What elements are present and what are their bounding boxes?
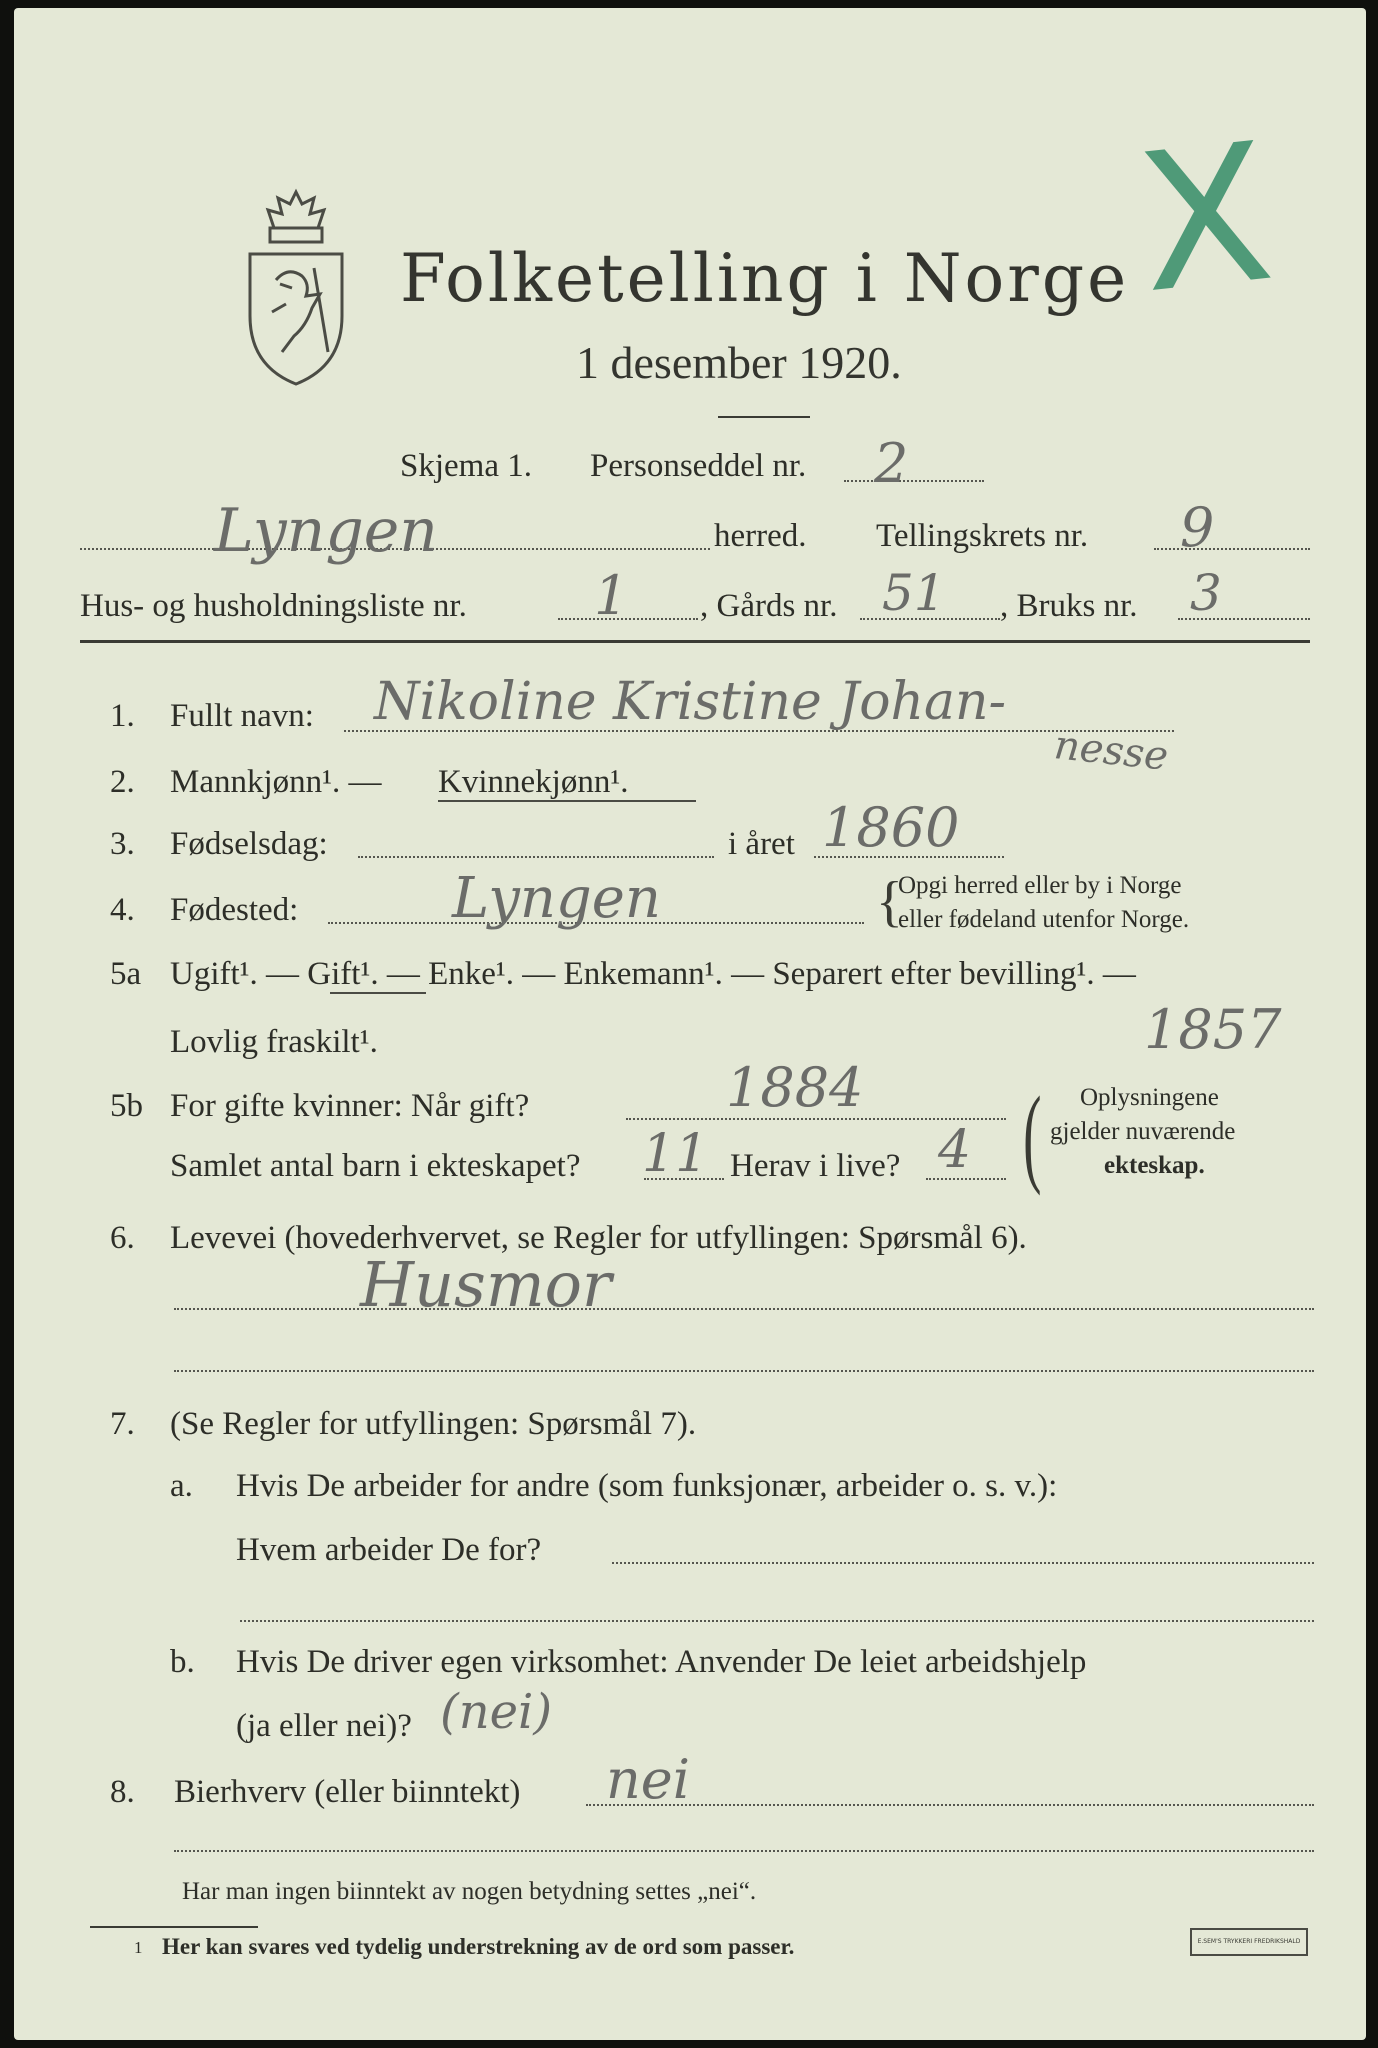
herred-value: Lyngen: [214, 496, 438, 566]
q1-full-name-cont: nesse: [1051, 722, 1171, 780]
q5b-alive-value: 4: [938, 1120, 972, 1180]
q8-number: 8.: [110, 1774, 135, 1810]
q5b-note-2: gjelder nuværende: [1050, 1118, 1236, 1145]
skjema-label: Skjema 1.: [400, 448, 532, 484]
gards-label: , Gårds nr.: [700, 588, 838, 624]
tellingskrets-label: Tellingskrets nr.: [876, 518, 1089, 554]
q3-number: 3.: [110, 826, 135, 862]
kvinnekjonn-underline: [438, 800, 696, 802]
tellingskrets-value: 9: [1180, 496, 1215, 559]
q5b-note-3: ekteskap.: [1104, 1152, 1205, 1179]
q5a-number: 5a: [110, 956, 142, 992]
q6-number: 6.: [110, 1220, 135, 1256]
q5b-married-year: 1884: [726, 1056, 864, 1119]
q1-label: Fullt navn:: [170, 698, 314, 734]
correction-mark: X: [1128, 101, 1282, 336]
q4-number: 4.: [110, 892, 135, 928]
form-title: Folketelling i Norge: [400, 240, 1130, 317]
q7b-letter: b.: [170, 1644, 195, 1680]
q5b-children-label: Samlet antal barn i ekteskapet?: [170, 1148, 581, 1184]
personseddel-label: Personseddel nr.: [590, 448, 807, 484]
q7-number: 7.: [110, 1406, 135, 1442]
q3-year-label: i året: [728, 826, 795, 862]
personseddel-value: 2: [874, 432, 909, 495]
q7b-answer: (nei): [440, 1684, 553, 1740]
q3-birth-year: 1860: [822, 796, 960, 859]
q5b-children-value: 11: [642, 1124, 709, 1184]
q7a-line1: Hvis De arbeider for andre (som funksjonær, arbeider o. s. v.):: [236, 1468, 1058, 1504]
q5a-lovlig-fraskilt: Lovlig fraskilt¹.: [170, 1024, 378, 1060]
q7b-line1: Hvis De driver egen virksomhet: Anvender De leiet arbeidshjelp: [236, 1644, 1087, 1680]
bruks-value: 3: [1190, 564, 1222, 622]
q2-number: 2.: [110, 764, 135, 800]
q2-kvinnekjonn: Kvinnekjønn¹.: [438, 764, 629, 800]
footer-note: Har man ingen biinntekt av nogen betydning settes „nei“.: [182, 1878, 757, 1905]
q4-label: Fødested:: [170, 892, 299, 928]
footnote-number: 1: [134, 1938, 143, 1957]
census-date: 1 desember 1920.: [576, 337, 902, 388]
q4-note-1: Opgi herred eller by i Norge: [898, 872, 1182, 899]
q5a-extra-year: 1857: [1144, 998, 1282, 1061]
footnote-rule: [90, 1926, 258, 1928]
q4-note-2: eller fødeland utenfor Norge.: [898, 906, 1190, 933]
q6-occupation: Husmor: [360, 1248, 612, 1321]
q8-answer: nei: [606, 1748, 691, 1811]
q5b-alive-label: Herav i live?: [730, 1148, 901, 1184]
q7a-letter: a.: [170, 1468, 193, 1504]
husholdningsliste-label: Hus- og husholdningsliste nr.: [80, 588, 467, 624]
header-rule: [80, 640, 1310, 643]
gards-value: 51: [882, 564, 946, 622]
printer-stamp: E.SEM'S TRYKKERI FREDRIKSHALD: [1190, 1928, 1308, 1956]
q4-brace: {: [876, 871, 903, 933]
q5b-label: For gifte kvinner: Når gift?: [170, 1088, 530, 1124]
title-divider: [718, 416, 810, 418]
husholdningsliste-value: 1: [594, 564, 629, 627]
q1-full-name: Nikoline Kristine Johan-: [374, 672, 1007, 732]
q5a-marital-options: Ugift¹. — Gift¹. — Enke¹. — Enkemann¹. — Separert efter bevilling¹. —: [170, 956, 1136, 992]
q5b-number: 5b: [110, 1088, 143, 1124]
herred-label: herred.: [714, 518, 807, 554]
q1-number: 1.: [110, 698, 135, 734]
q4-birthplace: Lyngen: [452, 866, 661, 931]
q7b-line2: (ja eller nei)?: [236, 1708, 412, 1744]
q5b-note-1: Oplysningene: [1080, 1084, 1219, 1111]
q7a-line2: Hvem arbeider De for?: [236, 1532, 542, 1568]
census-form-sheet: [14, 8, 1366, 2040]
bruks-label: , Bruks nr.: [1000, 588, 1138, 624]
gift-underline: [330, 992, 426, 994]
q2-mannkjonn: Mannkjønn¹. —: [170, 764, 382, 800]
q7-label: (Se Regler for utfyllingen: Spørsmål 7).: [170, 1406, 697, 1442]
coat-of-arms-icon: [236, 184, 356, 390]
q6-label: Levevei (hovederhvervet, se Regler for utfyllingen: Spørsmål 6).: [170, 1220, 1027, 1256]
q8-label: Bierhverv (eller biinntekt): [174, 1774, 521, 1810]
q3-label: Fødselsdag:: [170, 826, 328, 862]
q5b-bracket: (: [1023, 1074, 1042, 1196]
footnote-text: Her kan svares ved tydelig understrekning av de ord som passer.: [162, 1934, 795, 1959]
